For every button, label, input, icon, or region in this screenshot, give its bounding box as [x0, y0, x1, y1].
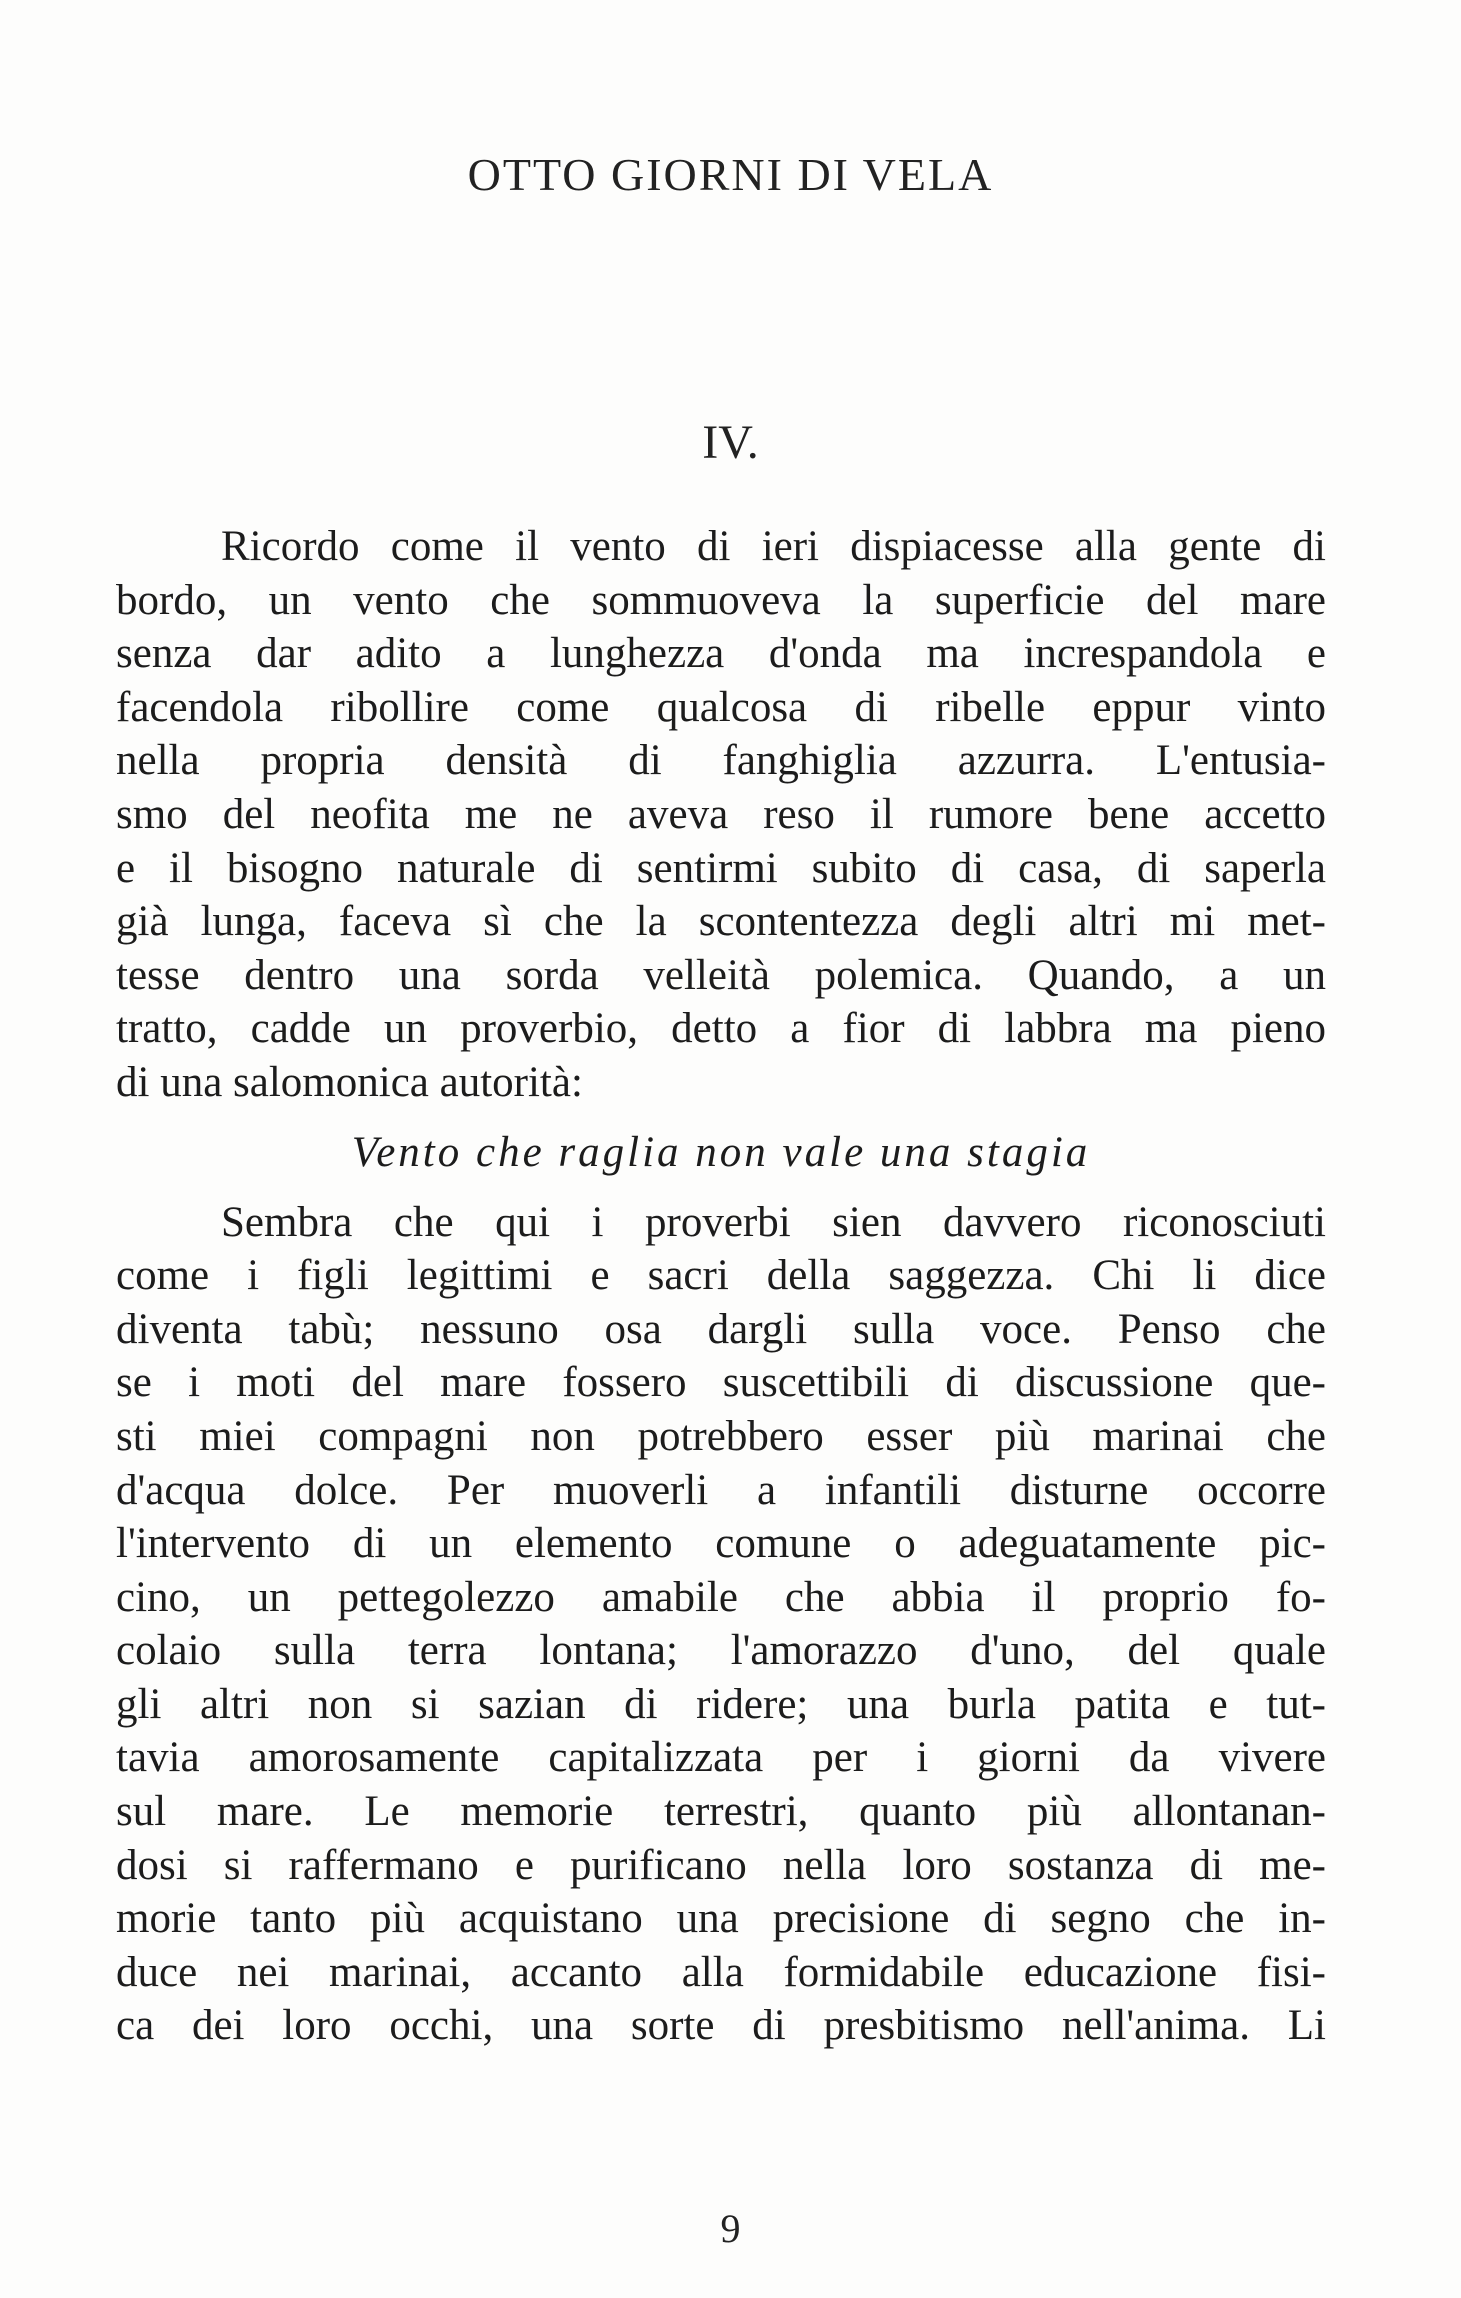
text-line: tavia amorosamente capitalizzata per i giorni da vivere [116, 1734, 1326, 1782]
text-line: tratto, cadde un proverbio, detto a fior di labbra ma pieno [116, 1005, 1326, 1053]
running-head: OTTO GIORNI DI VELA [467, 149, 994, 200]
page-number: 9 [720, 2206, 741, 2251]
body-text [116, 520, 1326, 2053]
text-line: e il bisogno naturale di sentirmi subito di casa, di saperla [116, 844, 1326, 892]
text-line: senza dar adito a lunghezza d'onda ma increspandola e [116, 630, 1326, 678]
text-line: colaio sulla terra lontana; l'amorazzo d'uno, del quale [116, 1627, 1326, 1675]
text-line: come i figli legittimi e sacri della saggezza. Chi li dice [116, 1252, 1326, 1300]
text-line: smo del neofita me ne aveva reso il rumore bene accetto [116, 790, 1326, 838]
text-line: l'intervento di un elemento comune o adeguatamente pic- [116, 1520, 1326, 1568]
text-line: facendola ribollire come qualcosa di ribelle eppur vinto [116, 683, 1326, 731]
text-line: duce nei marinai, accanto alla formidabile educazione fisi- [116, 1948, 1326, 1996]
text-line: già lunga, faceva sì che la scontentezza degli altri mi met- [116, 898, 1326, 946]
text-line: gli altri non si sazian di ridere; una burla patita e tut- [116, 1680, 1326, 1728]
text-line: morie tanto più acquistano una precisione di segno che in- [116, 1895, 1326, 1943]
text-line: ca dei loro occhi, una sorte di presbitismo nell'anima. Li [116, 2002, 1326, 2050]
text-line: di una salomonica autorità: [116, 1058, 583, 1106]
text-line: bordo, un vento che sommuoveva la superficie del mare [116, 576, 1326, 624]
text-line: d'acqua dolce. Per muoverli a infantili disturne occorre [116, 1466, 1326, 1514]
text-line: sul mare. Le memorie terrestri, quanto più allontanan- [116, 1788, 1326, 1836]
text-line: se i moti del mare fossero suscettibili di discussione que- [116, 1359, 1326, 1407]
text-line: nella propria densità di fanghiglia azzurra. L'entusia- [116, 737, 1326, 785]
chapter-number: IV. [702, 416, 759, 469]
text-line: diventa tabù; nessuno osa dargli sulla voce. Penso che [116, 1305, 1326, 1353]
text-line: Sembra che qui i proverbi sien davvero riconosciuti [221, 1198, 1326, 1246]
text-line: tesse dentro una sorda velleità polemica. Quando, a un [116, 951, 1326, 999]
text-line: sti miei compagni non potrebbero esser più marinai che [116, 1412, 1326, 1460]
text-line: Ricordo come il vento di ieri dispiacesse alla gente di [221, 523, 1326, 570]
text-line: dosi si raffermano e purificano nella loro sostanza di me- [116, 1841, 1326, 1889]
proverb-quote: Vento che raglia non vale una stagia [351, 1128, 1091, 1176]
text-line: cino, un pettegolezzo amabile che abbia il proprio fo- [116, 1573, 1326, 1621]
